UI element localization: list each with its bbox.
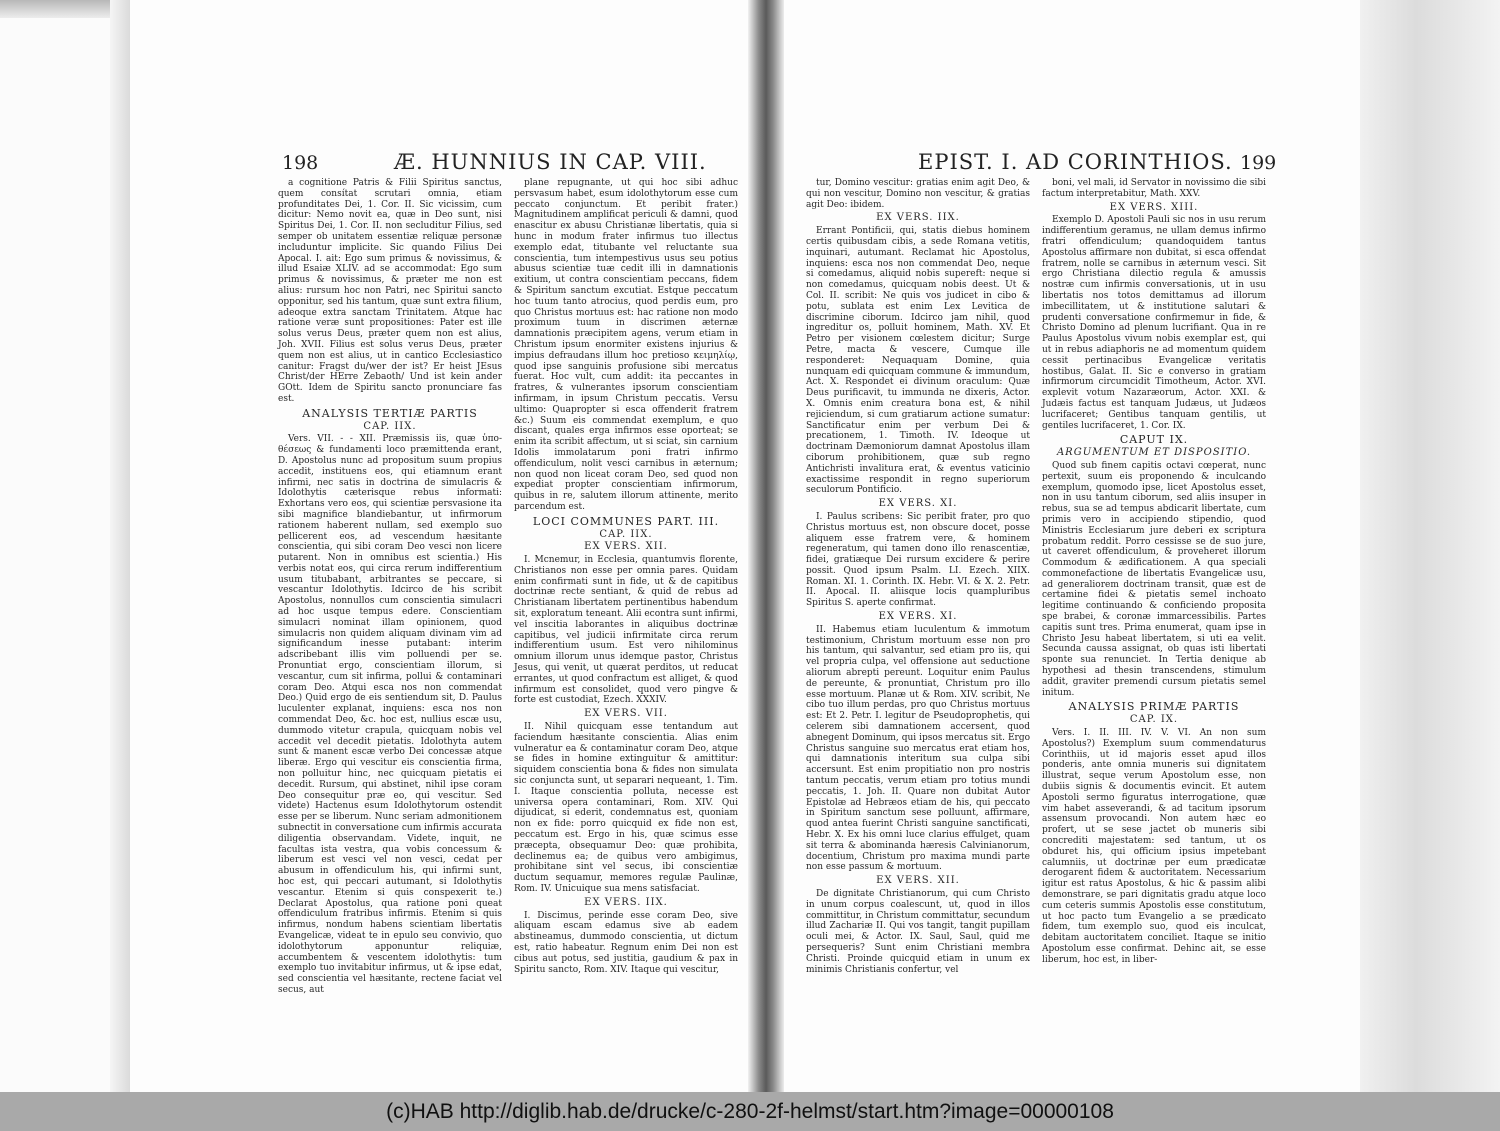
paragraph: II. Nihil quicquam esse tentandum aut faciendum hæsitante conscientia. Alias enim vulneratur ea & contaminatur coram Deo, atque se fides in homine extinguitur & amittitur: siquidem conscientia bona & fides non simulata sic conjuncta sunt, ut separari nequeant, 1. Tim. I. Itaque conscientia polluta, necesse est universa opera contaminari, Rom. XIV. Qui dijudicat, si ederit, condemnatus est, quoniam non ex fide: porro quicquid ex fide non est, peccatum est. Ergo in his, quæ scimus esse præcepta, obsequamur Deo: quæ prohibita, declinemus ea; de quibus vero ambigimus, prohibitane sint vel secus, ibi conscientiæ ductum sequamur, memores regulæ Paulinæ, Rom. IV. Unicuique sua mens satisfaciat. [514,722,738,894]
verse-heading: EX VERS. XIII. [1109,201,1199,213]
verse-heading: EX VERS. XII. [584,541,668,553]
section-heading: ANALYSIS PRIMÆ PARTIS [1068,700,1240,714]
left-column-2 [514,178,738,978]
left-page-edge [110,0,132,1092]
paragraph: plane repugnante, ut qui hoc sibi adhuc persvasum habet, esum idolothytorum esse cum peccato conjunctum. Et peribit frater.) Magnitudinem amplificat periculi & damni, quod enascitur ex abusu Christianæ libertatis, quia si hunc in modum frater infirmus tuo illectus exemplo edat, titubante vel reluctante sua conscientia, tum intempestivus usus seu potius abusus scientiæ tuæ cedit illi in damnationis exitium, ut contra conscientiam peccans, fidem & Spiritum sanctum excutiat. Estque peccatum hoc tuum tanto atrocius, quod perdis eum, pro quo Christus mortuus est: hac ratione non modo proximum tuum in discrimen æternæ damnationis præcipitem agens, verum etiam in Christum ipsum enormiter existens injurius & impius defraudans illum hoc pretioso κειμηλίῳ, quod ipse sanguinis profusione sibi mercatus fuerat. Hoc vult, cum addit: ita peccantes in fratres, & vulnerantes ipsorum conscientiam infirmam, in ipsum Christum peccatis. Versu ultimo: Quapropter si esca offenderit fratrem &c.) Suum eis commendat exemplum, e quo discant, quales erga infirmos esse oporteat; se enim ita scribit affectum, ut si sciat, sin carnium Idolis immolatarum poni fratri infirmo offendiculum, nolit vesci carnibus in æternum; non quod non liceat coram Deo, sed quod non expediat propter conscientiam infirmorum, quibus in re, salutem illorum attinente, merito parcendum est. [514,178,738,512]
left-folio: 198 [282,152,319,174]
chapter-heading: CAP. IX. [1129,714,1179,726]
copyright-footer [0,1092,1500,1131]
paragraph: Quod sub finem capitis octavi cœperat, nunc pertexit, suum eis proponendo & inculcando exemplum, quomodo ipse, licet Apostolus esset, non in usu tantum ciborum, sed aliis insuper in rebus, sua se ad tempus abdicarit libertate, cum primis vero in accipiendo stipendio, quod Ministris Ecclesiarum jure deberi ex scriptura probatum reddit. Porro cessisse se de suo jure, ut caveret offendiculum, & proveheret illorum Commodum & ædificationem. A qua speciali commonefactione de libertatis Evangelicæ usu, ad generaliorem doctrinam transit, quæ est de certamine fidei & pietatis semel inchoato legitime continuando & conficiendo proposita spe brabei, & coronæ immarcessibilis. Partes capitis sunt tres. Prima enumerat, quam ipse in Christo Jesu habeat libertatem, si uti ea velit. Secunda caussa assignat, ob quas isti libertati sponte sua renunciet. In Tertia denique ab hypothesi ad thesin transcendens, stimulum addit, graviter premendi cursum pietatis semel initum. [1042,460,1266,698]
paragraph: I. Mcnemur, in Ecclesia, quantumvis florente, Christianos non esse per omnia pares. Quidam enim confirmati sunt in fide, ut & de capitibus doctrinæ recte sentiant, & quid de rebus ad Christianam libertatem pertinentibus habendum sit, exploratum teneant. Alii econtra sunt infirmi, vel inscitia laborantes in aliquibus doctrinæ capitibus, vel judicii infirmitate circa rerum indifferentium usum. Est vero nihilominus omnium illorum unus idemque pastor, Christus Jesus, qui venit, ut quærat perditos, ut reducat errantes, ut quod confractum est alliget, & quod infirmum est consolidet, quod vero pingve & forte est custodiat, Ezech. XXXIV. [514,555,739,706]
verse-heading: EX VERS. XI. [878,611,958,623]
paragraph: tur, Domino vescitur: gratias enim agit Deo, & qui non vescitur, Domino non vescitur, & gratias agit Deo: ibidem. [806,178,1030,210]
section-heading: CAPUT IX. [1119,433,1189,447]
paragraph: I. Discimus, perinde esse coram Deo, sive aliquam escam edamus sive ab eadem abstineamus, dummodo conscientia, ut dictum est, ratio habeatur. Regnum enim Dei non est cibus aut potus, sed justitia, gaudium & pax in Spiritu sancto, Rom. XIV. Itaque qui vescitur, [514,910,738,975]
book-gutter [748,0,784,1092]
verse-heading: EX VERS. VII. [584,708,668,720]
footer-url: (c)HAB http://diglib.hab.de/drucke/c-280-2f-helmst/start.htm?image=00000108 [386,1100,1114,1123]
chapter-heading: CAP. IIX. [599,528,653,540]
paragraph: Vers. I. II. III. IV. V. VI. An non sum Apostolus?) Exemplum suum commendaturus Corinthiis, ut id majoris esset apud illos ponderis, ante omnia muneris sui dignitatem illustrat, seque verum Apostolum esse, non dubiis signis & documentis evincit. Et autem Apostoli sermo figuratus interrogatione, quæ vim habet asseverandi, & ad tacitum ipsorum assensum provocandi. Non autem hæc eo profert, ut se sese jactet ob muneris sibi concrediti majestatem: sed tantum, ut os obduret his, qui officium ipsius impetebant calumniis, ut doctrinæ per eum prædicatæ derogarent fidem & auctoritatem. Necessarium igitur est ratus Apostolus, & hic & passim alibi demonstrare, se pari dignitatis gradu atque loco cum ceteris summis Apostolis esse constitutum, ut hoc pacto tum Evangelio a se prædicato fidem, tum exemplo suo, quod eis inculcat, debitam auctoritatem conciliet. Itaque se initio Apostolum esse confirmat. Dehinc ait, se esse liberum, hoc est, in liber- [1042,728,1266,965]
left-running-head: Æ. HUNNIUS IN CAP. VIII. [394,150,707,174]
right-running-head: EPIST. I. AD CORINTHIOS. [918,150,1233,174]
paragraph: I. Paulus scribens: Sic peribit frater, pro quo Christus mortuus est, non obscure docet, posse aliquem esse fratrem vere, & hominem regeneratum, qui tamen dono illo renascentiæ, fidei, gratiæque Dei rursum excidere & perire possit. Quod ipsum Psalm. LI. Ezech. XIIX. Roman. XI. 1. Corinth. IX. Hebr. VI. & X. 2. Petr. II. Apocal. II. aliisque locis quampluribus Spiritus S. aperte confirmat. [806,511,1030,609]
right-page-edge [1360,0,1500,1092]
chapter-heading: CAP. IIX. [363,420,417,432]
right-column-1 [806,178,1030,978]
verse-heading: EX VERS. XII. [876,875,960,887]
verse-heading: EX VERS. IIX. [876,212,960,224]
paragraph: De dignitate Christianorum, qui cum Christo in unum corpus coalescunt, ut, quod in illos committitur, in Christum committatur, secundum illud Zachariæ II. Qui vos tangit, tangit pupillam oculi mei, & Actor. IX. Saul, Saul, quid me persequeris? Sunt enim Christiani membra Christi. Proinde quicquid etiam in unum ex minimis Christianis confertur, vel [806,889,1030,975]
paragraph: boni, vel mali, id Servator in novissimo die sibi factum interpretabitur, Math. XXV. [1042,178,1266,199]
paragraph: a cognitione Patris & Filii Spiritus sanctus, quem consítat scrutari omnia, etiam profunditates Dei, 1. Cor. II. Sic vicissim, cum dicitur: Nemo novit ea, quæ in Deo sunt, nisi Spiritus Dei, 1. Cor. II. non secluditur Filius, sed semper ob unitatem essentiæ reliquæ personæ includuntur implicite. Sic quando Filius Dei Apocal. I. ait: Ego sum primus & novissimus, & illud Esaiæ XLIV. ad se accommodat: Ego sum primus & novissimus, & præter me non est alius: rursum hoc non Patri, nec Spiritui sancto opponitur, sed his tantum, quæ sunt extra filium, adeoque extra sanctam Trinitatem. Atque hac ratione veræ sunt propositiones: Pater est ille solus verus Deus, præter quem non est alius, Joh. XVII. Filius est solus verus Deus, præter quem non est alius, ut in cantico Ecclesiastico canitur: Fragst du/wer der ist? Er heist JEsus Christ/der HErre Zebaoth/ Und ist kein ander GOtt. Idem de Spiritu sancto pronunciare fas est. [278,178,502,404]
paragraph: II. Habemus etiam luculentum & immotum testimonium, Christum mortuum esse non pro his tantum, qui salvantur, sed etiam pro iis, qui vel propria culpa, vel offensione aut seductione aliorum abrepti pereunt. Loquitur enim Paulus de pereunte, & pronuntiat, Christum pro illo esse mortuum. Planæ ut & Rom. XIV. scribit, Ne cibo tuo illum perdas, pro quo Christus mortuus est: Et 2. Petr. I. legitur de Pseudoprophetis, qui celerem sibi damnationem accersent, quod abnegent Dominum, qui ipsos mercatus sit. Ergo Christus sanguine suo mercatus erat etiam hos, qui damnationis interitum sua culpa sibi accersunt. Est enim propitiatio non pro nostris tantum peccatis, verum etiam pro totius mundi peccatis, 1. Joh. II. Quare non dubitat Autor Epistolæ ad Hebræos etiam de his, qui peccato in Spiritum sanctum sese polluunt, affirmare, quod antea fuerint Christi sanguine sanctificati, Hebr. X. Ex his omni luce clarius effulget, quam sit terra & abominanda hæresis Calvinianorum, docentium, Christum pro maxima mundi parte non esse passum & mortuum. [806,624,1030,873]
right-column-2 [1042,178,1266,969]
section-heading: LOCI COMMUNES PART. III. [532,514,720,528]
paragraph: Errant Pontificii, qui, statis diebus hominem certis quibusdam cibis, a sede Romana vetitis, inquinari, autumant. Reclamat hic Apostolus, inquiens: esca nos non commendat Deo, neque si comedamus, aliquid nobis supereft: neque si non comedamus, quicquam nobis deest. Ut & Col. II. scribit: Ne quis vos judicet in cibo & potu, sublata est enim Lex Levitica de discrimine ciborum. Idcirco jam nihil, quod ingreditur os, polluit hominem, Math. XV. Et Petro per visionem cœlestem dicitur; Surge Petre, macta & vescere, Cumque ille responderet: Nequaquam Domine, quia nunquam edi quicquam commune & immundum, Act. X. Respondet ei divinum oraculum: Quæ Deus purificavit, tu immunda ne dixeris, Actor. X. Omnis enim creatura bona est, & nihil rejiciendum, si cum gratiarum actione sumatur: Sanctificatur enim per verbum Dei & precationem, 1. Timoth. IV. Ideoque ut doctrinam Dæmoniorum damnat Apostolus illam ciborum prohibitionem, quæ sub regno Antichristi invalitura erat, & eventus vaticinio exactissime respondit in regno superiorum seculorum Pontificio. [806,226,1030,496]
verse-heading: EX VERS. IIX. [584,896,668,908]
verse-heading: EX VERS. XI. [878,498,958,510]
right-folio: 199 [1240,152,1277,174]
paragraph: Exemplo D. Apostoli Pauli sic nos in usu rerum indifferentium geramus, ne ullam demus infirmo fratri offendiculum; quandoquidem tantus Apostolus affirmare non dubitat, si esca offendat fratrem, nolle se carnibus in æternum vesci. Sit ergo Christiana dilectio regula & amussis nostræ cum infirmis conversationis, ut in usu libertatis nos totos demittamus ad illorum imbecillitatem, ut & institutione salutari & prudenti conversatione confirmemur in fide, & Christo Domino ad plenum lucrifiant. Qua in re Paulus Apostolus vivum nobis exemplar est, qui ut in rebus adiaphoris ne ad momentum quidem cessit pertinacibus Evangelicæ veritatis hostibus, Galat. II. Sic e converso in gratiam infirmorum circumcidit Timotheum, Actor. XVI. explevit votum Nazaræorum, Actor. XXI. & Judæis factus est tanquam Judæus, ut Judæos lucrifaceret; Gentibus tanquam gentilis, ut gentiles lucrifaceret, 1. Cor. IX. [1042,215,1266,431]
left-column-1 [278,178,502,999]
argument-heading: ARGUMENTUM ET DISPOSITIO. [1056,447,1252,459]
section-heading: ANALYSIS TERTIÆ PARTIS [302,406,478,420]
paragraph: Vers. VII. - - XII. Præmissis iis, quæ ὑπο-θέσεως & fundamenti loco præmittenda erant, D. Apostolus nunc ad propositum suum propius accedit, instituens eos, qui etiamnum erant infirmi, nec satis in doctrina de simulacris & Idolothytis cæterisque rebus informati: Exhortans vero eos, qui scientiæ persvasione ita sibi magnifice blandiebantur, ut infirmorum rationem haberent nullam, sed exemplo suo pellicerent eos, ad vescendum hæsitante conscientia, qui sibi coram Deo vesci non licere putarent. Non in omnibus est scientia.) His verbis notat eos, qui circa rerum indifferentium usum titubabant, arbitrantes se peccare, si vescantur Idolothytis. Idcirco de his scribit Apostolus, nonnullos cum conscientia simulacri ad hoc usque tempus edere. Conscientiam simulacri nominat illam opinionem, quod simulacris non quidem aliquam divinam vim ad significandum inesse putabant: interim adscribebant illis vim polluendi per se. Pronuntiat ergo, conscientiam illorum, si vescantur, cum sit infirma, pollui & contaminari coram Deo. Atqui esca nos non commendat Deo.) Quid ergo de eis sentiendum sit, D. Paulus luculenter explanat, inquiens: esca nos non commendat Deo, &c. hoc est, nullius escæ usu, dummodo vitetur crapula, quicquam nobis vel accedit vel decedit pietatis. Idolothyta autem sunt & manent escæ verbo Dei concessæ atque liberæ. Ergo qui vescitur eis conscientia firma, non polluitur hinc, nec quicquam pietatis ei decedit. Rursum, qui abstinet, nihil ipse coram Deo consequitur præ eo, qui vescitur. Sed videte) Hactenus esum Idolothytorum ostendit esse per se liberum. Nunc seriam admonitionem subnectit in conversatione cum infirmis accurata diligentia observandam. Videte, inquit, ne facultas ista vestra, qua vobis concessum & liberum est vesci vel non vesci, cedat per abusum in offendiculum his, qui infirmi sunt, hoc est, qui peccari autumant, si Idolothytis vescantur. Etenim si quis conspexerit te.) Declarat Apostolus, qua ratione poni queat offendiculum fratribus infirmis. Etenim si quis infirmus, nondum habens scientiam libertatis Evangelicæ, videat te in epulo seu convivio, quo idolothytorum apponuntur reliquiæ, accumbentem & vescentem idolothytis: tum exemplo tuo invitabitur infirmus, ut & ipse edat, sed conscientia vel hæsitante, rectene faciat vel secus, aut [278,434,502,995]
